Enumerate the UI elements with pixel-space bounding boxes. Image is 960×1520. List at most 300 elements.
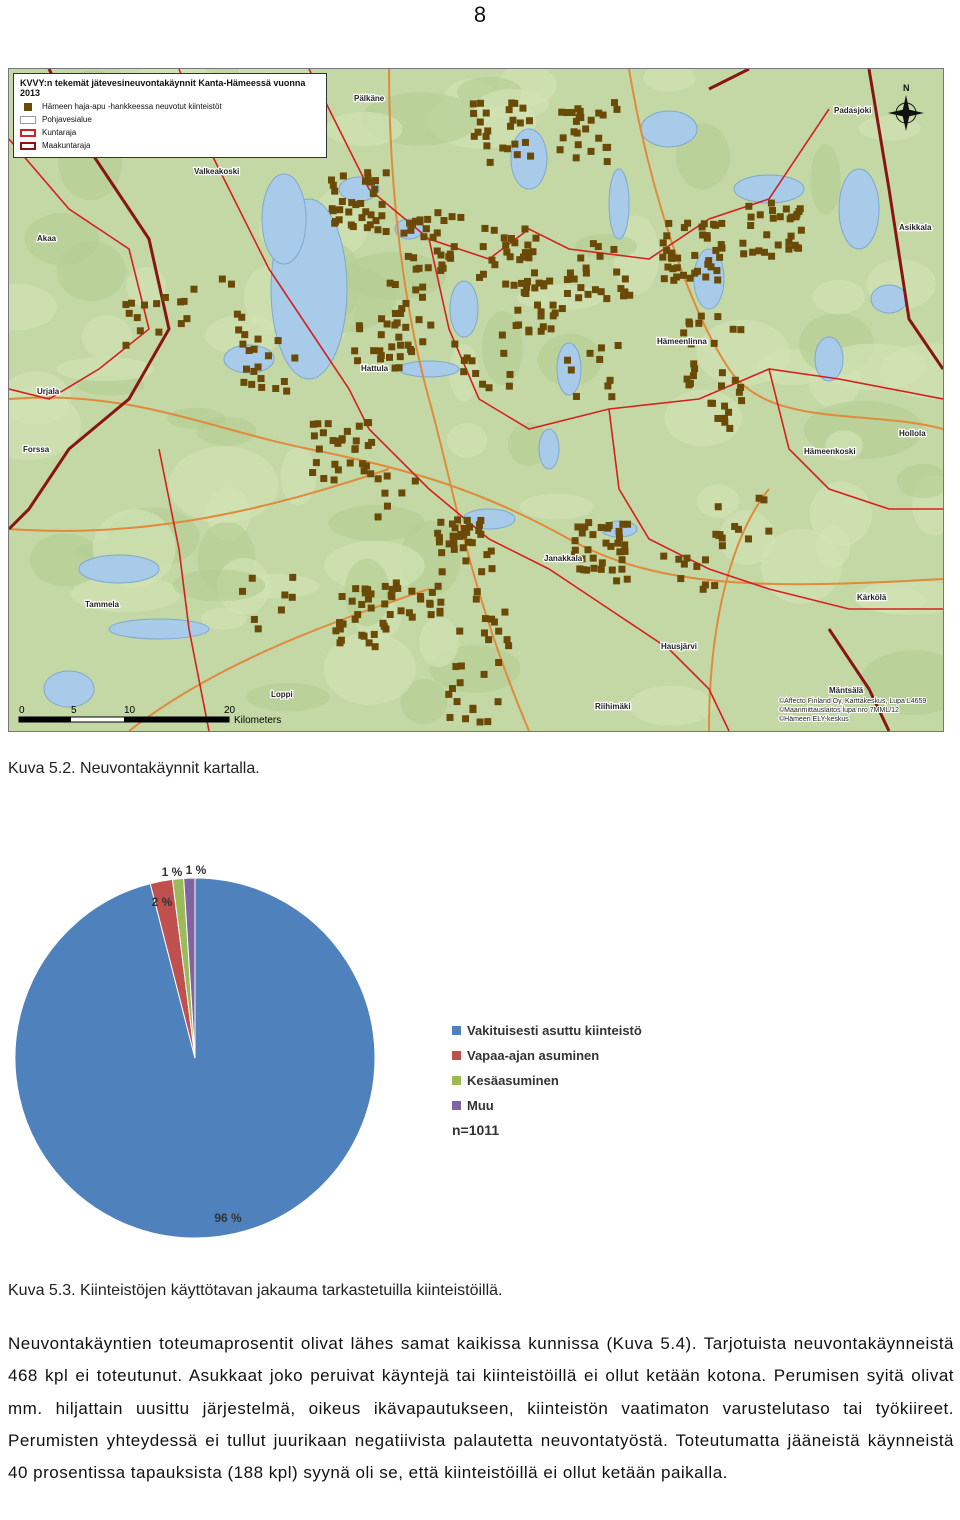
north-label: N [903,83,910,93]
visited-property-marker [325,420,332,427]
visited-property-marker [438,549,445,556]
visited-property-marker [611,99,618,106]
visited-property-marker [337,626,344,633]
map-legend-title: KVVY:n tekemät jätevesineuvontakäynnit Kanta-Hämeessä vuonna 2013 [20,78,306,98]
visited-property-marker [462,557,469,564]
visited-property-marker [665,220,672,227]
scale-label: 20 [224,705,236,716]
visited-property-marker [690,372,697,379]
visited-property-marker [386,354,393,361]
place-name: Loppi [271,690,293,699]
visited-property-marker [353,437,360,444]
visited-property-marker [617,285,624,292]
visited-property-marker [598,344,605,351]
visited-property-marker [484,127,491,134]
visited-property-marker [162,294,169,301]
map-legend-swatch [20,116,36,124]
visited-property-marker [483,142,490,149]
visited-property-marker [339,198,346,205]
visited-property-marker [424,216,431,223]
visited-property-marker [507,123,514,130]
visited-property-marker [331,476,338,483]
visited-property-marker [702,556,709,563]
visited-property-marker [618,566,625,573]
visited-property-marker [375,475,382,482]
map-terrain-patch [520,494,594,520]
visited-property-marker [777,213,784,220]
visited-property-marker [434,209,441,216]
visited-property-marker [588,148,595,155]
visited-property-marker [540,280,547,287]
visited-property-marker [521,289,528,296]
visited-property-marker [609,567,616,574]
lake [109,619,209,639]
visited-property-marker [596,356,603,363]
visited-property-marker [714,276,721,283]
place-name: Asikkala [899,223,932,232]
visited-property-marker [388,343,395,350]
visited-property-marker [711,582,718,589]
visited-property-marker [495,698,502,705]
visited-property-marker [721,415,728,422]
visited-property-marker [595,135,602,142]
visited-property-marker [446,540,453,547]
visited-property-marker [255,336,262,343]
visited-property-marker [450,533,457,540]
visited-property-marker [502,281,509,288]
visited-property-marker [691,252,698,259]
visited-property-marker [408,588,415,595]
visited-property-marker [735,526,742,533]
visited-property-marker [417,593,424,600]
visited-property-marker [714,415,721,422]
visited-property-marker [275,337,282,344]
map-legend-swatch [20,129,36,137]
map-legend-item [20,114,320,125]
visited-property-marker [470,100,477,107]
visited-property-marker [419,294,426,301]
page-number: 8 [473,2,487,27]
map-terrain-patch [813,280,865,315]
visit-map [8,68,944,732]
visited-property-marker [332,218,339,225]
place-name: Kärkölä [857,593,887,602]
visited-property-marker [384,473,391,480]
visited-property-marker [383,169,390,176]
map-terrain-patch [629,686,714,726]
visited-property-marker [737,326,744,333]
visited-property-marker [748,214,755,221]
visited-property-marker [664,264,671,271]
visited-property-marker [775,241,782,248]
visited-property-marker [590,565,597,572]
visited-property-marker [358,632,365,639]
map-copyright: ©Maanmittauslaitos lupa nro 7MML/12 [779,707,899,714]
place-name: Janakkala [544,554,583,563]
visited-property-marker [356,423,363,430]
visited-property-marker [550,302,557,309]
visited-property-marker [359,214,366,221]
visited-property-marker [620,292,627,299]
map-terrain-patch [447,423,487,458]
visited-property-marker [514,307,521,314]
visited-property-marker [289,594,296,601]
visited-property-marker [447,714,454,721]
visited-property-marker [483,110,490,117]
visited-property-marker [575,141,582,148]
visited-property-marker [482,615,489,622]
visited-property-marker [521,225,528,232]
visited-property-marker [477,119,484,126]
lake [79,555,159,583]
visited-property-marker [340,172,347,179]
visited-property-marker [506,383,513,390]
visited-property-marker [757,211,764,218]
visited-property-marker [434,229,441,236]
visited-property-marker [736,389,743,396]
visited-property-marker [488,548,495,555]
visited-property-marker [351,347,358,354]
map-legend-label: Pohjavesialue [42,115,92,124]
visited-property-marker [281,378,288,385]
visited-property-marker [548,325,555,332]
visited-property-marker [582,125,589,132]
visited-property-marker [137,327,144,334]
visited-property-marker [768,200,775,207]
visited-property-marker [320,475,327,482]
visited-property-marker [440,217,447,224]
visited-property-marker [454,516,461,523]
visited-property-marker [583,270,590,277]
visited-property-marker [397,342,404,349]
visited-property-marker [354,611,361,618]
visited-property-marker [381,600,388,607]
visited-property-marker [505,642,512,649]
place-name: Tammela [85,600,120,609]
visited-property-marker [599,559,606,566]
visited-property-marker [416,316,423,323]
visited-property-marker [550,312,557,319]
visited-property-marker [500,350,507,357]
visited-property-marker [416,265,423,272]
place-name: Hausjärvi [661,642,698,651]
visited-property-marker [134,314,141,321]
visited-property-marker [374,226,381,233]
pie-legend-item [452,1093,642,1118]
visited-property-marker [745,203,752,210]
visited-property-marker [718,382,725,389]
visited-property-marker [613,577,620,584]
visited-property-marker [616,534,623,541]
visited-property-marker [694,268,701,275]
visited-property-marker [402,324,409,331]
visited-property-marker [368,179,375,186]
visited-property-marker [613,269,620,276]
visited-property-marker [709,400,716,407]
visited-property-marker [392,281,399,288]
map-copyright: ©Affecto Finland Oy, Karttakeskus, Lupa L4659 [779,698,927,705]
visited-property-marker [228,281,235,288]
visited-property-marker [347,459,354,466]
map-legend-item [20,127,320,138]
visited-property-marker [507,371,514,378]
visited-property-marker [511,100,518,107]
visited-property-marker [489,565,496,572]
visited-property-marker [356,325,363,332]
visited-property-marker [525,328,532,335]
visited-property-marker [235,326,242,333]
visited-property-marker [568,367,575,374]
visited-property-marker [564,290,571,297]
visited-property-marker [461,357,468,364]
pie-legend-swatch [452,1101,461,1110]
scale-label: 0 [19,705,25,716]
visited-property-marker [339,593,346,600]
visited-property-marker [477,718,484,725]
visited-property-marker [747,222,754,229]
visited-property-marker [603,295,610,302]
visited-property-marker [126,310,133,317]
place-name: Urjala [37,387,60,396]
visited-property-marker [621,548,628,555]
visited-property-marker [529,248,536,255]
map-copyright: ©Hämeen ELY-keskus [779,716,849,723]
pie-caption: Kuva 5.3. Kiinteistöjen käyttötavan jakauma tarkastetuilla kiinteistöillä. [8,1282,503,1299]
visited-property-marker [585,291,592,298]
lake [839,169,879,249]
visited-property-marker [718,245,725,252]
visited-property-marker [460,531,467,538]
visited-property-marker [590,240,597,247]
place-name: Forssa [23,445,50,454]
visited-property-marker [370,190,377,197]
visited-property-marker [354,357,361,364]
map-terrain-patch [664,390,741,447]
visited-property-marker [258,375,265,382]
visited-property-marker [684,220,691,227]
visited-property-marker [470,110,477,117]
visited-property-marker [595,110,602,117]
visited-property-marker [429,589,436,596]
visited-property-marker [785,246,792,253]
visited-property-marker [368,605,375,612]
body-paragraph: Neuvontakäyntien toteumaprosentit olivat lähes samat kaikissa kunnissa (Kuva 5.4). Tarjotuista neuvontakäynneistä 468 kpl ei toteutunut. Asukkaat joko peruivat käyntejä tai kiinteistöillä ei ollut ketään kotona. Perumisen syitä olivat mm. hiljattain uusittu järjestelmä, oikeus ikävapautukseen, kiinteistön vaatimaton varustelutaso tai työkiireet. Perumisten yhteydessä ei tullut juurikaan negatiivista palautetta neuvontatyöstä. Toteutumatta jääneistä käynneistä 40 prosentissa tapauksista (188 kpl) syynä oli se, että kiinteistöillä ei ollut ketään paikalla. [8,1334,954,1483]
visited-property-marker [478,568,485,575]
visited-property-marker [506,106,513,113]
visited-property-marker [495,659,502,666]
visited-property-marker [445,253,452,260]
visited-property-marker [335,466,342,473]
visited-property-marker [438,252,445,259]
visited-property-marker [239,588,246,595]
visited-property-marker [281,591,288,598]
visited-property-marker [479,381,486,388]
visited-property-marker [668,255,675,262]
visited-property-marker [675,556,682,563]
visited-property-marker [604,144,611,151]
visited-property-marker [436,535,443,542]
visited-property-marker [795,245,802,252]
visited-property-marker [575,294,582,301]
map-legend-label: Maakuntaraja [42,141,91,150]
visited-property-marker [590,555,597,562]
pie-legend-swatch [452,1051,461,1060]
visited-property-marker [410,254,417,261]
visited-property-marker [745,535,752,542]
place-name: Hattula [361,364,389,373]
visited-property-marker [364,169,371,176]
visited-property-marker [574,523,581,530]
visited-property-marker [540,323,547,330]
visited-property-marker [788,233,795,240]
map-canvas [9,69,943,731]
visited-property-marker [449,213,456,220]
visited-property-marker [255,364,262,371]
visited-property-marker [371,631,378,638]
visited-property-marker [471,133,478,140]
visited-property-marker [524,242,531,249]
visited-property-marker [564,276,571,283]
visited-property-marker [663,247,670,254]
visited-property-marker [437,599,444,606]
visited-property-marker [573,154,580,161]
map-legend-label: Kuntaraja [42,128,77,137]
visited-property-marker [798,227,805,234]
lake [44,671,94,707]
visited-property-marker [622,275,629,282]
visited-property-marker [423,225,430,232]
visited-property-marker [769,207,776,214]
visited-property-marker [240,379,247,386]
visited-property-marker [155,329,162,336]
visited-property-marker [255,625,262,632]
visited-property-marker [716,254,723,261]
visited-property-marker [372,217,379,224]
visited-property-marker [576,114,583,121]
map-legend [13,73,327,158]
visited-property-marker [427,322,434,329]
visited-property-marker [713,267,720,274]
visited-property-marker [357,200,364,207]
visited-property-marker [475,527,482,534]
visited-property-marker [458,662,465,669]
lake [262,174,306,264]
visited-property-marker [559,305,566,312]
visited-property-marker [407,227,414,234]
pie-legend-swatch [452,1076,461,1085]
visited-property-marker [725,409,732,416]
visited-property-marker [579,530,586,537]
visited-property-marker [484,718,491,725]
visited-property-marker [756,495,763,502]
visited-property-marker [531,269,538,276]
visited-property-marker [391,322,398,329]
visited-property-marker [763,231,770,238]
visited-property-marker [420,233,427,240]
visited-property-marker [765,528,772,535]
visited-property-marker [251,616,258,623]
visited-property-marker [336,639,343,646]
visited-property-marker [183,315,190,322]
lake [450,281,478,337]
visited-property-marker [469,357,476,364]
visited-property-marker [615,342,622,349]
visited-property-marker [587,350,594,357]
visited-property-marker [604,382,611,389]
sample-size-label: n=1011 [452,1122,500,1138]
visited-property-marker [394,585,401,592]
visited-property-marker [577,284,584,291]
visited-property-marker [477,100,484,107]
visited-property-marker [452,524,459,531]
visited-property-marker [502,242,509,249]
visited-property-marker [313,459,320,466]
visited-property-marker [367,470,374,477]
visited-property-marker [581,524,588,531]
visited-property-marker [349,598,356,605]
visited-property-marker [364,224,371,231]
visited-property-marker [571,276,578,283]
visited-property-marker [378,331,385,338]
visited-property-marker [589,531,596,538]
visited-property-marker [740,250,747,257]
visited-property-marker [456,628,463,635]
visited-property-marker [686,320,693,327]
visited-property-marker [761,249,768,256]
visited-property-marker [515,321,522,328]
visited-property-marker [190,286,197,293]
visited-property-marker [749,249,756,256]
visited-property-marker [683,555,690,562]
visited-property-marker [128,300,135,307]
visited-property-marker [501,609,508,616]
pie-legend-item [452,1068,642,1093]
visited-property-marker [383,228,390,235]
map-terrain-patch [697,484,739,517]
visited-property-marker [527,153,534,160]
visited-property-marker [382,626,389,633]
visited-property-marker [721,403,728,410]
place-name: Valkeakoski [194,167,240,176]
visited-property-marker [365,442,372,449]
visited-property-marker [693,563,700,570]
visited-property-marker [454,698,461,705]
visited-property-marker [659,254,666,261]
visited-property-marker [663,232,670,239]
pie-data-label: 96 % [214,1211,242,1225]
visited-property-marker [719,369,726,376]
visited-property-marker [460,368,467,375]
visited-property-marker [469,705,476,712]
pie-legend-label: Vapaa-ajan asuminen [467,1048,600,1063]
lake [641,111,697,147]
map-terrain-patch [25,213,100,265]
place-name: Hollola [899,429,926,438]
visited-property-marker [363,462,370,469]
map-caption: Kuva 5.2. Neuvontakäynnit kartalla. [8,760,260,777]
visited-property-marker [311,432,318,439]
visited-property-marker [522,139,529,146]
visited-property-marker [730,326,737,333]
visited-property-marker [481,225,488,232]
visited-property-marker [573,393,580,400]
visited-property-marker [604,158,611,165]
visited-property-marker [485,384,492,391]
visited-property-marker [265,352,272,359]
pie-data-label: 1 % [185,863,207,877]
visited-property-marker [316,446,323,453]
visited-property-marker [619,556,626,563]
